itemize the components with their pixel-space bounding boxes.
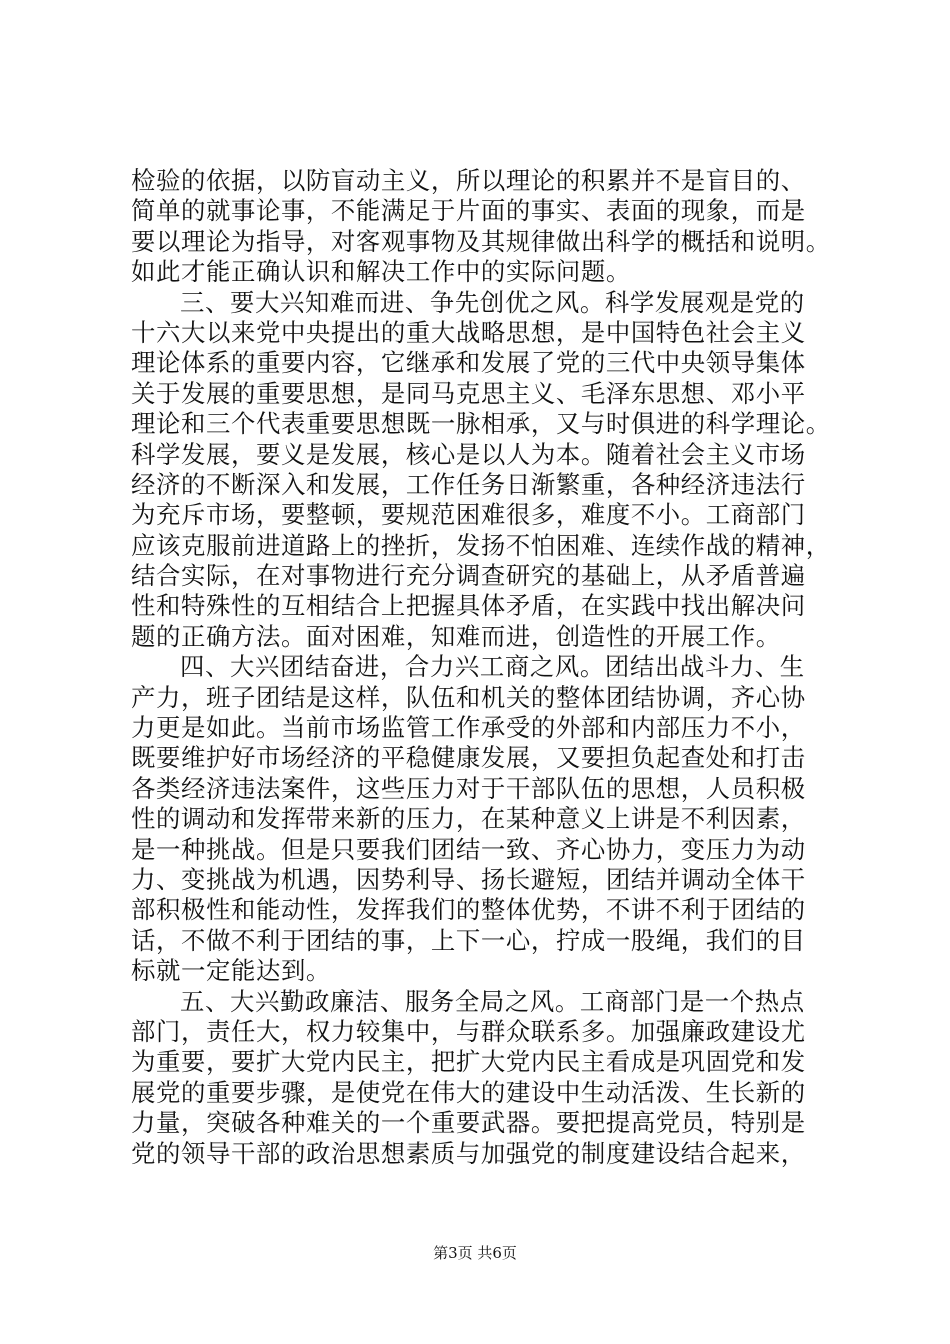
text-line: 简单的就事论事，不能满足于片面的事实、表面的现象，而是	[131, 196, 806, 226]
text-line: 十六大以来党中央提出的重大战略思想，是中国特色社会主义	[131, 317, 806, 347]
text-line: 应该克服前进道路上的挫折，发扬不怕困难、连续作战的精神，	[131, 530, 831, 560]
text-line: 科学发展，要义是发展，核心是以人为本。随着社会主义市场	[131, 439, 806, 469]
text-line: 要以理论为指导，对客观事物及其规律做出科学的概括和说明。	[131, 226, 831, 256]
text-line: 理论和三个代表重要思想既一脉相承，又与时俱进的科学理论。	[131, 409, 831, 439]
text-line: 部门，责任大，权力较集中，与群众联系多。加强廉政建设尤	[131, 1016, 806, 1046]
paragraph-first-line: 四、大兴团结奋进，合力兴工商之风。团结出战斗力、生	[180, 652, 805, 682]
text-line: 力量，突破各种难关的一个重要武器。要把提高党员，特别是	[131, 1108, 806, 1138]
text-line: 产力，班子团结是这样，队伍和机关的整体团结协调，齐心协	[131, 682, 806, 712]
text-line: 性的调动和发挥带来新的压力，在某种意义上讲是不利因素，	[131, 804, 806, 834]
text-line: 为重要，要扩大党内民主，把扩大党内民主看成是巩固党和发	[131, 1047, 806, 1077]
paragraph-first-line: 三、要大兴知难而进、争先创优之风。科学发展观是党的	[180, 287, 805, 317]
text-line: 关于发展的重要思想，是同马克思主义、毛泽东思想、邓小平	[131, 378, 806, 408]
document-body	[131, 166, 831, 1169]
text-line: 是一种挑战。但是只要我们团结一致、齐心协力，变压力为动	[131, 834, 806, 864]
paragraph-first-line: 五、大兴勤政廉洁、服务全局之风。工商部门是一个热点	[180, 986, 805, 1016]
text-line: 检验的依据，以防盲动主义，所以理论的积累并不是盲目的、	[131, 166, 806, 195]
text-line: 结合实际，在对事物进行充分调查研究的基础上，从矛盾普遍	[131, 561, 806, 591]
text-line: 题的正确方法。面对困难，知难而进，创造性的开展工作。	[131, 621, 781, 651]
text-line: 话，不做不利于团结的事，上下一心，拧成一股绳，我们的目	[131, 925, 806, 955]
text-line: 性和特殊性的互相结合上把握具体矛盾，在实践中找出解决问	[131, 591, 806, 621]
text-line: 如此才能正确认识和解决工作中的实际问题。	[131, 257, 631, 287]
text-line: 理论体系的重要内容，它继承和发展了党的三代中央领导集体	[131, 348, 806, 378]
text-line: 为充斥市场，要整顿，要规范困难很多，难度不小。工商部门	[131, 500, 806, 530]
text-line: 力、变挑战为机遇，因势利导、扬长避短，团结并调动全体干	[131, 864, 806, 894]
page-footer: 第3页 共6页	[433, 1244, 517, 1262]
text-line: 各类经济违法案件，这些压力对于干部队伍的思想，人员积极	[131, 773, 806, 803]
text-line: 部积极性和能动性，发挥我们的整体优势，不讲不利于团结的	[131, 895, 806, 925]
text-line: 力更是如此。当前市场监管工作承受的外部和内部压力不小，	[131, 713, 806, 743]
text-line: 展党的重要步骤，是使党在伟大的建设中生动活泼、生长新的	[131, 1077, 806, 1107]
text-line: 经济的不断深入和发展，工作任务日渐繁重，各种经济违法行	[131, 469, 806, 499]
text-line: 党的领导干部的政治思想素质与加强党的制度建设结合起来，	[131, 1138, 806, 1168]
text-line: 标就一定能达到。	[131, 956, 331, 986]
text-line: 既要维护好市场经济的平稳健康发展，又要担负起查处和打击	[131, 743, 806, 773]
